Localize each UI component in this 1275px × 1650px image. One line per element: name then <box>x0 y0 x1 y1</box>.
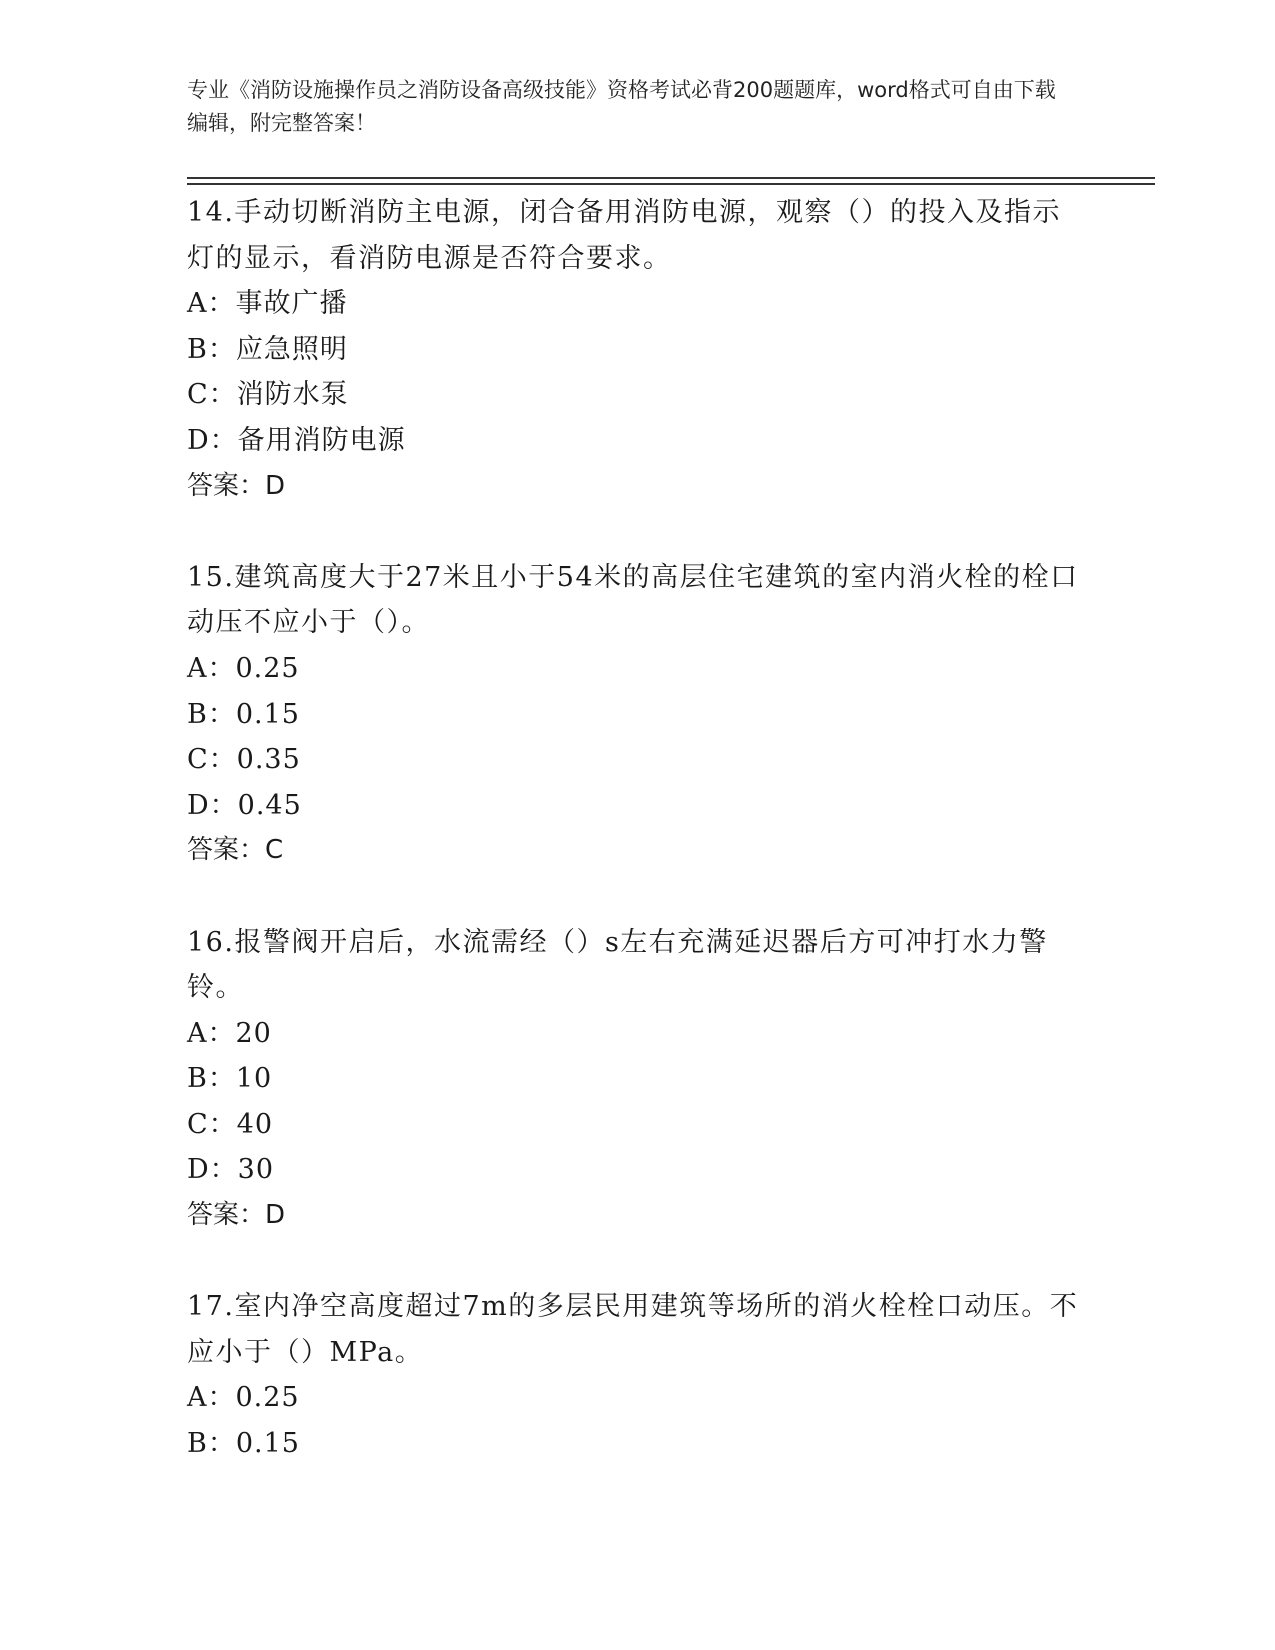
question-16 <box>187 920 1087 1239</box>
header-divider-bottom <box>187 183 1155 185</box>
option-c: C：0.35 <box>187 744 301 776</box>
document-header: 专业《消防设施操作员之消防设备高级技能》资格考试必背200题题库，word格式可自由下载编辑，附完整答案！ <box>187 78 1056 135</box>
option-b: B：0.15 <box>187 1428 300 1460</box>
header-divider-top <box>187 177 1155 179</box>
question-text: 15.建筑高度大于27米且小于54米的高层住宅建筑的室内消火栓的栓口动压不应小于（）。 <box>187 561 1079 639</box>
option-c: C：消防水泵 <box>187 379 349 411</box>
option-c: C：40 <box>187 1108 274 1140</box>
question-text: 17.室内净空高度超过7m的多层民用建筑等场所的消火栓栓口动压。不应小于（）MPa。 <box>187 1291 1079 1368</box>
question-14 <box>187 190 1087 509</box>
answer-line: 答案：D <box>187 1200 286 1231</box>
option-b: B：应急照明 <box>187 333 348 365</box>
question-list <box>187 190 1087 1512</box>
option-a: A：0.25 <box>187 652 300 684</box>
option-list <box>187 1375 1087 1466</box>
option-d: D：0.45 <box>187 789 302 821</box>
answer-line: 答案：C <box>187 835 284 866</box>
option-a: A：0.25 <box>187 1382 300 1414</box>
option-list <box>187 281 1087 463</box>
question-17 <box>187 1284 1087 1466</box>
option-d: D：备用消防电源 <box>187 424 406 456</box>
option-b: B：0.15 <box>187 698 300 730</box>
option-b: B：10 <box>187 1063 273 1095</box>
question-text: 14.手动切断消防主电源，闭合备用消防电源，观察（）的投入及指示灯的显示，看消防电源是否符合要求。 <box>187 197 1061 274</box>
option-list <box>187 646 1087 828</box>
answer-line: 答案：D <box>187 470 286 501</box>
option-d: D：30 <box>187 1154 275 1186</box>
option-list <box>187 1011 1087 1193</box>
option-a: A：事故广播 <box>187 288 348 320</box>
question-text: 16.报警阀开启后，水流需经（）s左右充满延迟器后方可冲打水力警铃。 <box>187 926 1048 1004</box>
option-a: A：20 <box>187 1017 272 1049</box>
question-15 <box>187 555 1087 874</box>
